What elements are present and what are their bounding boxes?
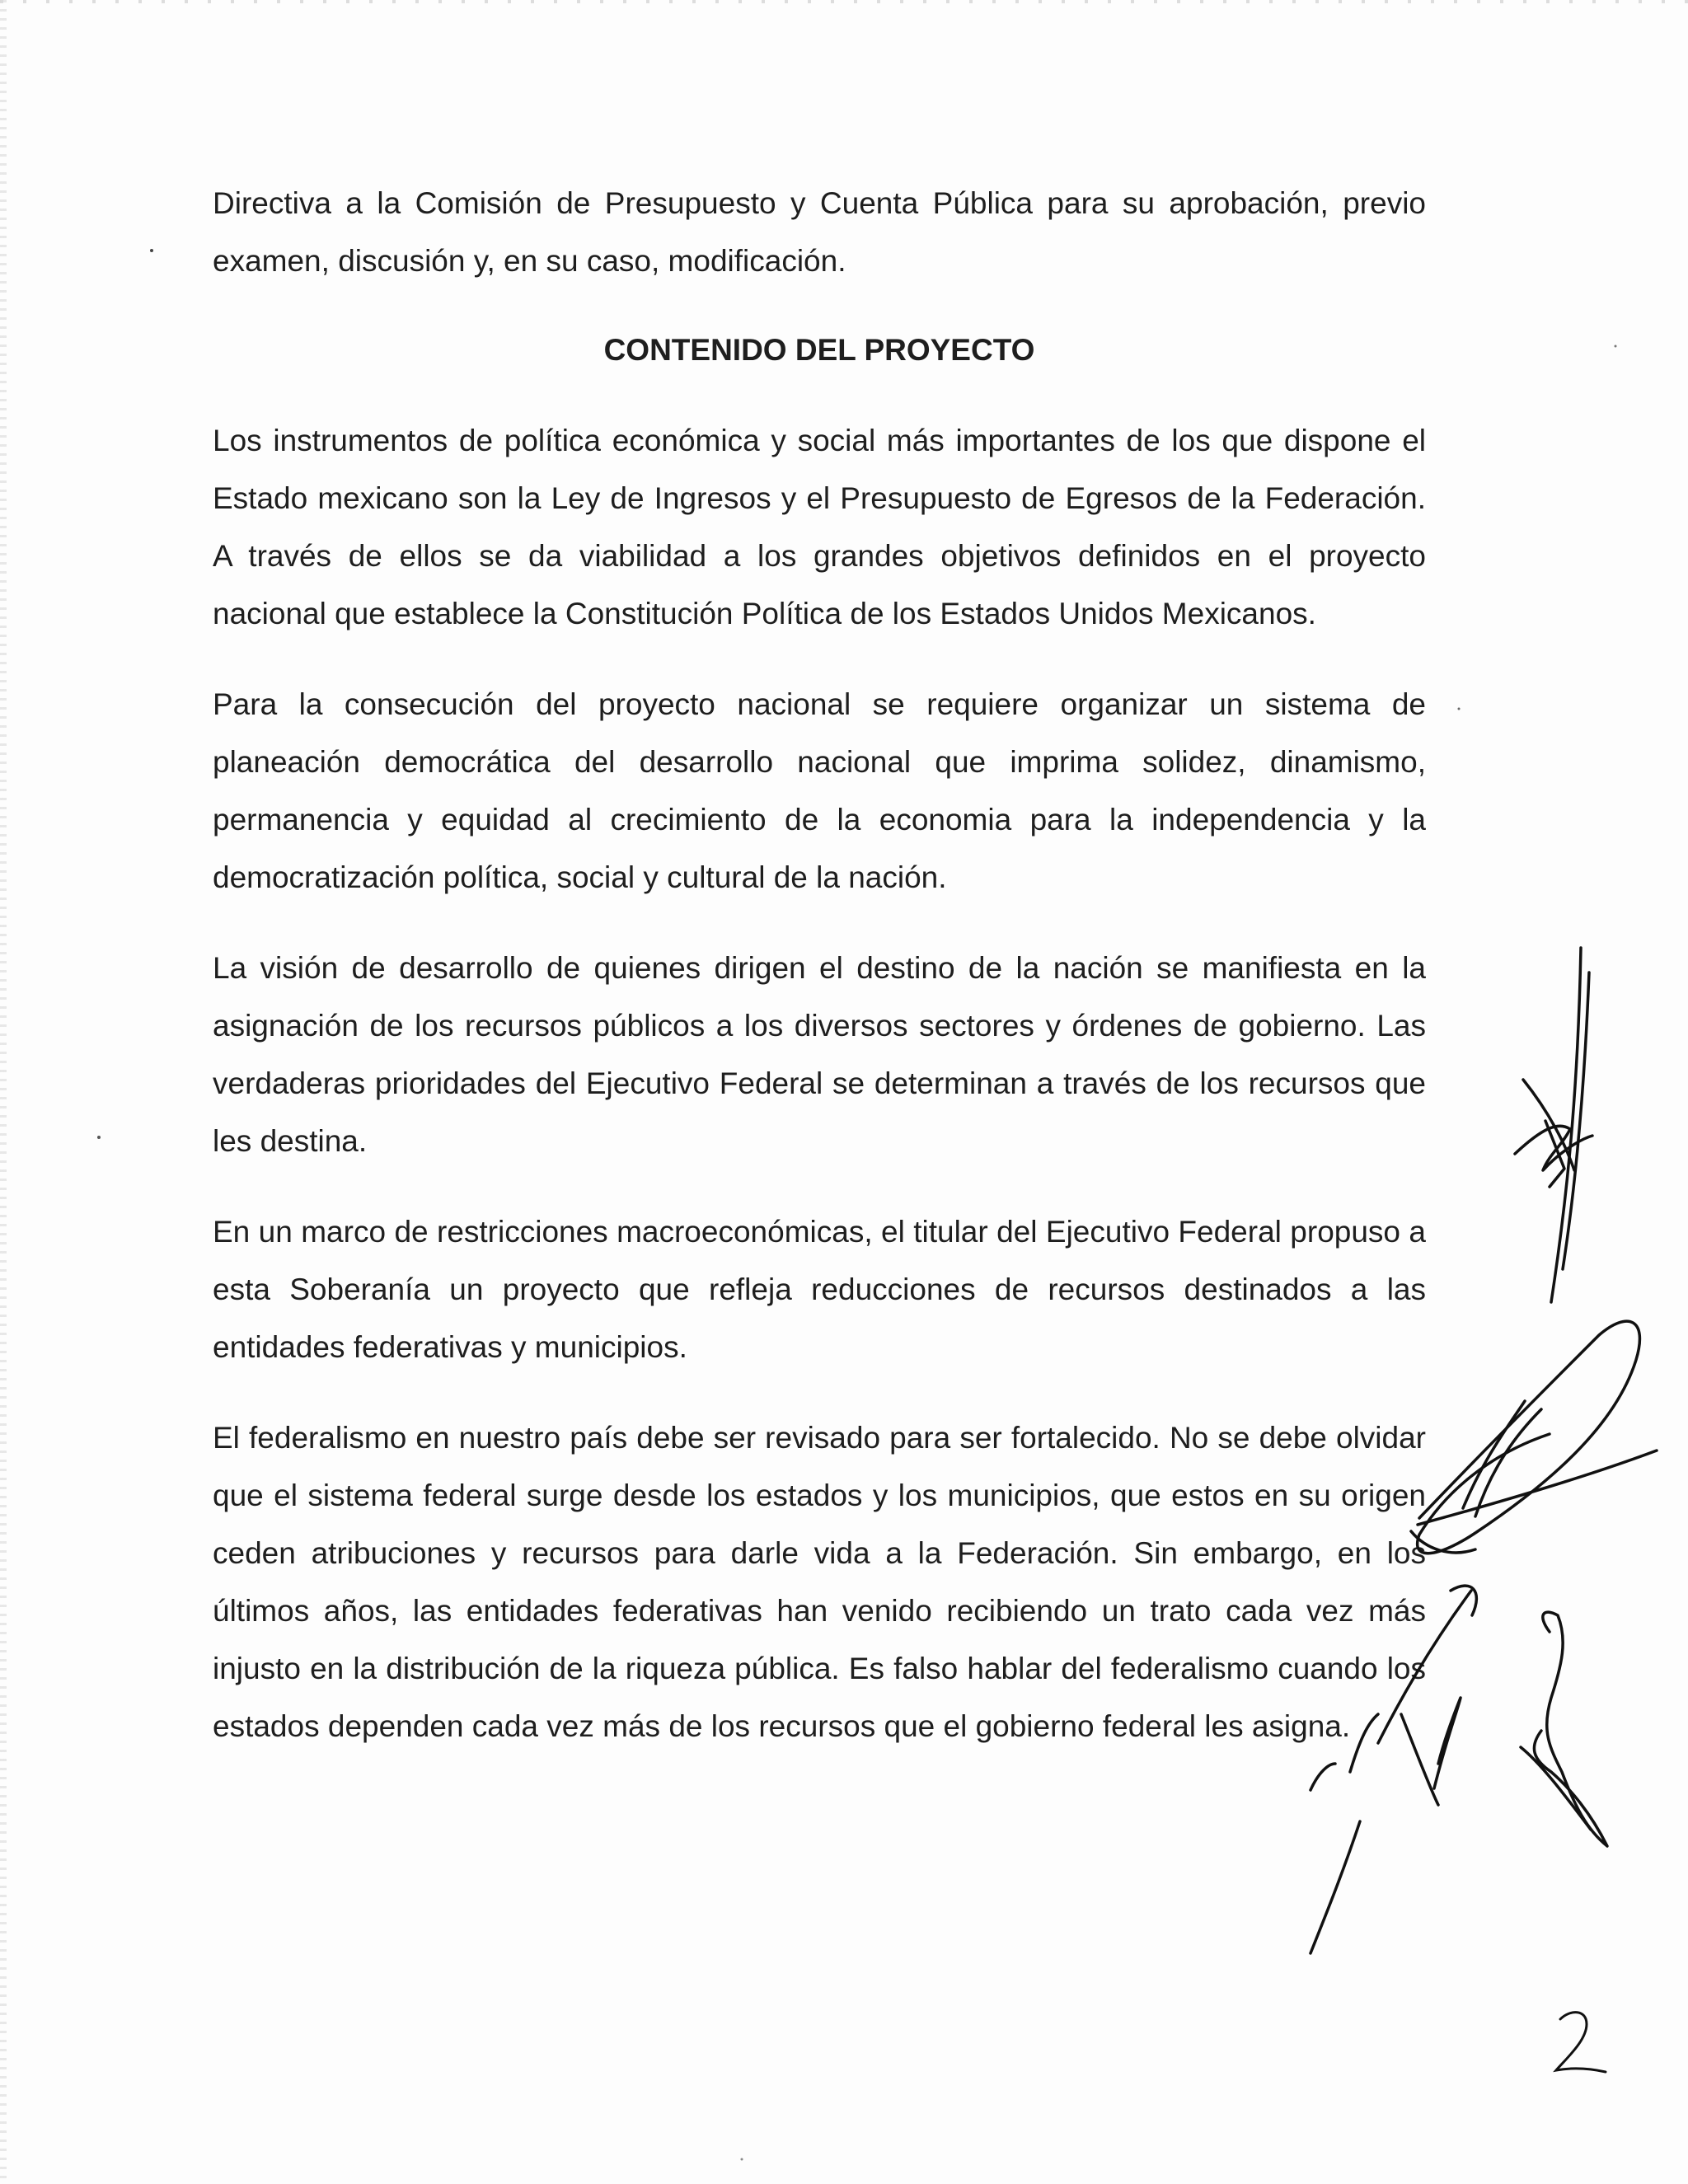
signature-hook [1451,1586,1476,1615]
signature-stroke-zigzag [1515,1126,1592,1170]
page-number [1550,2003,1624,2093]
signature-loop [1418,1321,1640,1554]
signature-curl [1434,1698,1461,1788]
signature-loop-inner-2 [1463,1401,1525,1508]
signature-stroke-tick [1545,1121,1564,1187]
signature-stroke-vertical-2 [1563,972,1589,1269]
paragraph-directiva: Directiva a la Comisión de Presupuesto y Cuenta Pública para su aprobación, previo examen, discusión y, en su caso, modificación. [213,186,1426,278]
paragraph-instrumentos: Los instrumentos de política económica y social más importantes de los que dispone el Estado mexicano son la Ley de Ingresos y el Presupuesto de Egresos de la Federación. A través de ellos se da viabilidad a los grandes objetivos definidos en el proyecto nacional que establece la Constitución Política de los Estados Unidos Mexicanos. [213,424,1426,630]
signature-tail [1418,1451,1657,1525]
paragraph-consecucion: Para la consecución del proyecto nacional se requiere organizar un sistema de planeación democrática del desarrollo nacional que imprima solidez, dinamismo, permanencia y equidad al crecimiento de la economia para la independencia y la democratización política, social y cultural de la nación. [213,687,1426,894]
signature-s-curve [1534,1612,1607,1846]
signature-stroke-vertical [1551,948,1581,1302]
paragraph-federalismo: El federalismo en nuestro país debe ser revisado para ser fortalecido. No se debe olvidar que el sistema federal surge desde los estados y los municipios, que estos en su origen ceden atribuciones y recursos para darle vida a la Federación. Sin embargo, en los últimos años, las entidades federativas han venido recibiendo un trato cada vez más injusto en la distribución de la riqueza pública. Es falso hablar del federalismo cuando los estados dependen cada vez más de los recursos que el gobierno federal les asigna. [213,1421,1426,1743]
paragraph-restricciones: En un marco de restricciones macroeconómicas, el titular del Ejecutivo Federal propuso a esta Soberanía un proyecto que refleja reducciones de recursos destinados a las entidades federativas y municipios. [213,1215,1426,1364]
signature-s-curve-tail [1521,1747,1591,1830]
signature-stroke-cross [1523,1080,1574,1170]
signature-slant [1311,1821,1360,1953]
paragraph-vision: La visión de desarrollo de quienes dirigen el destino de la nación se manifiesta en la asignación de los recursos públicos a los diversos sectores y órdenes de gobierno. Las verdaderas prioridades del Ejecutivo Federal se determinan a través de los recursos que les destina. [213,951,1426,1158]
section-heading: CONTENIDO DEL PROYECTO [603,333,1035,367]
scan-artifact-top [0,0,1688,3]
signature-loop-inner [1475,1409,1541,1516]
scan-artifact-left-edge [0,0,7,2184]
signature-wave-2 [1311,1764,1335,1790]
document-body [213,175,1426,1755]
